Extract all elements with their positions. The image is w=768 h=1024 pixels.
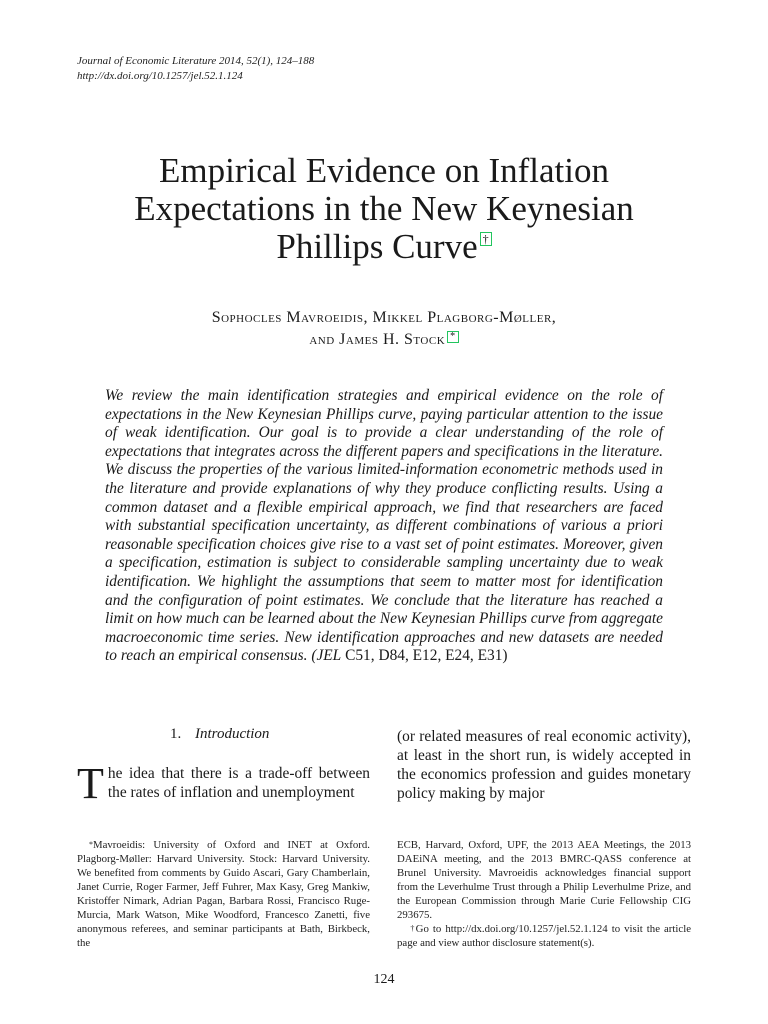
drop-cap: T [77, 759, 104, 808]
section-title: Introduction [195, 726, 270, 742]
abstract-text: We review the main identification strategies and empirical evidence on the role of expectations in the New Keynesian Phillips curve, paying particular attention to the issue of weak identification. Our goal is to provide a clear understanding of the role of expectations that integrates across the different papers and specifications in the literature. We discuss the properties of the various limited-information econometric methods used in the literature and provide explanations of why they produce conflicting results. Using a common dataset and a flexible empirical approach, we find that researchers are faced with substantial specification uncertainty, as different combinations of various a priori reasonable specification choices give rise to a vast set of point estimates. Moreover, given a specification, estimation is subject to considerable sampling uncertainty due to weak identification. We highlight the assumptions that seem to matter most for identification and the configuration of point estimates. We conclude that the literature has reached a limit on how much can be learned about the New Keynesian Phillips curve from aggregate macroeconomic time series. New identification approaches and new datasets are needed to reach an empirical consensus. ( [105, 387, 663, 665]
footnote-affiliations [77, 838, 370, 950]
body-right-column: (or related measures of real economic activity), at least in the short run, is widely accepted in the economics profession and guides monetary policy making by major [397, 728, 691, 802]
paper-title [60, 152, 708, 266]
abstract [105, 387, 663, 666]
abstract-jel-codes: C51, D84, E12, E24, E31) [341, 647, 508, 665]
journal-header [77, 54, 314, 84]
footnote-continued [397, 838, 691, 950]
title-line-2: Expectations in the New Keynesian [134, 189, 634, 228]
title-line-3 [60, 228, 708, 266]
footnote-dagger-mark: † [409, 924, 416, 933]
body-left-column [77, 759, 370, 808]
title-line-1: Empirical Evidence on Inflation [159, 151, 609, 190]
section-heading [170, 726, 269, 743]
body-left-text: he idea that there is a trade-off between the rates of inflation and unemployment [107, 765, 370, 801]
footnote-dagger-text[interactable]: Go to http://dx.doi.org/10.1257/jel.52.1.124 to visit the article page and view author disclosure statement(s). [397, 923, 691, 949]
authors-line-1: Sophocles Mavroeidis, Mikkel Plagborg-Møller, [211, 309, 557, 326]
authors-line-2-text: and James H. Stock [309, 331, 446, 348]
authors-line-2 [60, 329, 708, 351]
abstract-jel-label: JEL [316, 647, 342, 665]
title-footnote-link[interactable]: † [480, 232, 492, 246]
page-number: 124 [373, 972, 395, 987]
footnote-star-mark: * [89, 840, 93, 849]
authors [60, 307, 708, 351]
footnote-dagger [397, 922, 691, 950]
authors-footnote-link[interactable]: * [447, 331, 459, 343]
journal-doi[interactable]: http://dx.doi.org/10.1257/jel.52.1.124 [77, 70, 243, 82]
footnote-right-text: ECB, Harvard, Oxford, UPF, the 2013 AEA Meetings, the 2013 DAEiNA meeting, and the 2013 BMRC-QASS conference at Brunel University. Mavroeidis acknowledges financial support from the Leverhulme Trust through a Philip Leverhulme Prize, and the European Commission through Marie Curie Fellowship CIG 293675. [397, 839, 691, 921]
footnote-left-text: Mavroeidis: University of Oxford and INET at Oxford. Plagborg-Møller: Harvard University. Stock: Harvard University. We benefited from comments by Guido Ascari, Gary Chamberlain, Janet Currie, Roger Farmer, Jeff Fuhrer, Max Kasy, Greg Mankiw, Kristoffer Nimark, Adrian Pagan, Barbara Rossi, Francisco Ruge-Murcia, Mark Watson, Mike Woodford, Francesco Zanetti, five anonymous referees, and seminar participants at Bath, Birkbeck, the [77, 839, 370, 949]
title-line-3-text: Phillips Curve [276, 227, 478, 266]
journal-citation: Journal of Economic Literature 2014, 52(1), 124–188 [77, 55, 315, 67]
section-number: 1. [170, 726, 182, 742]
